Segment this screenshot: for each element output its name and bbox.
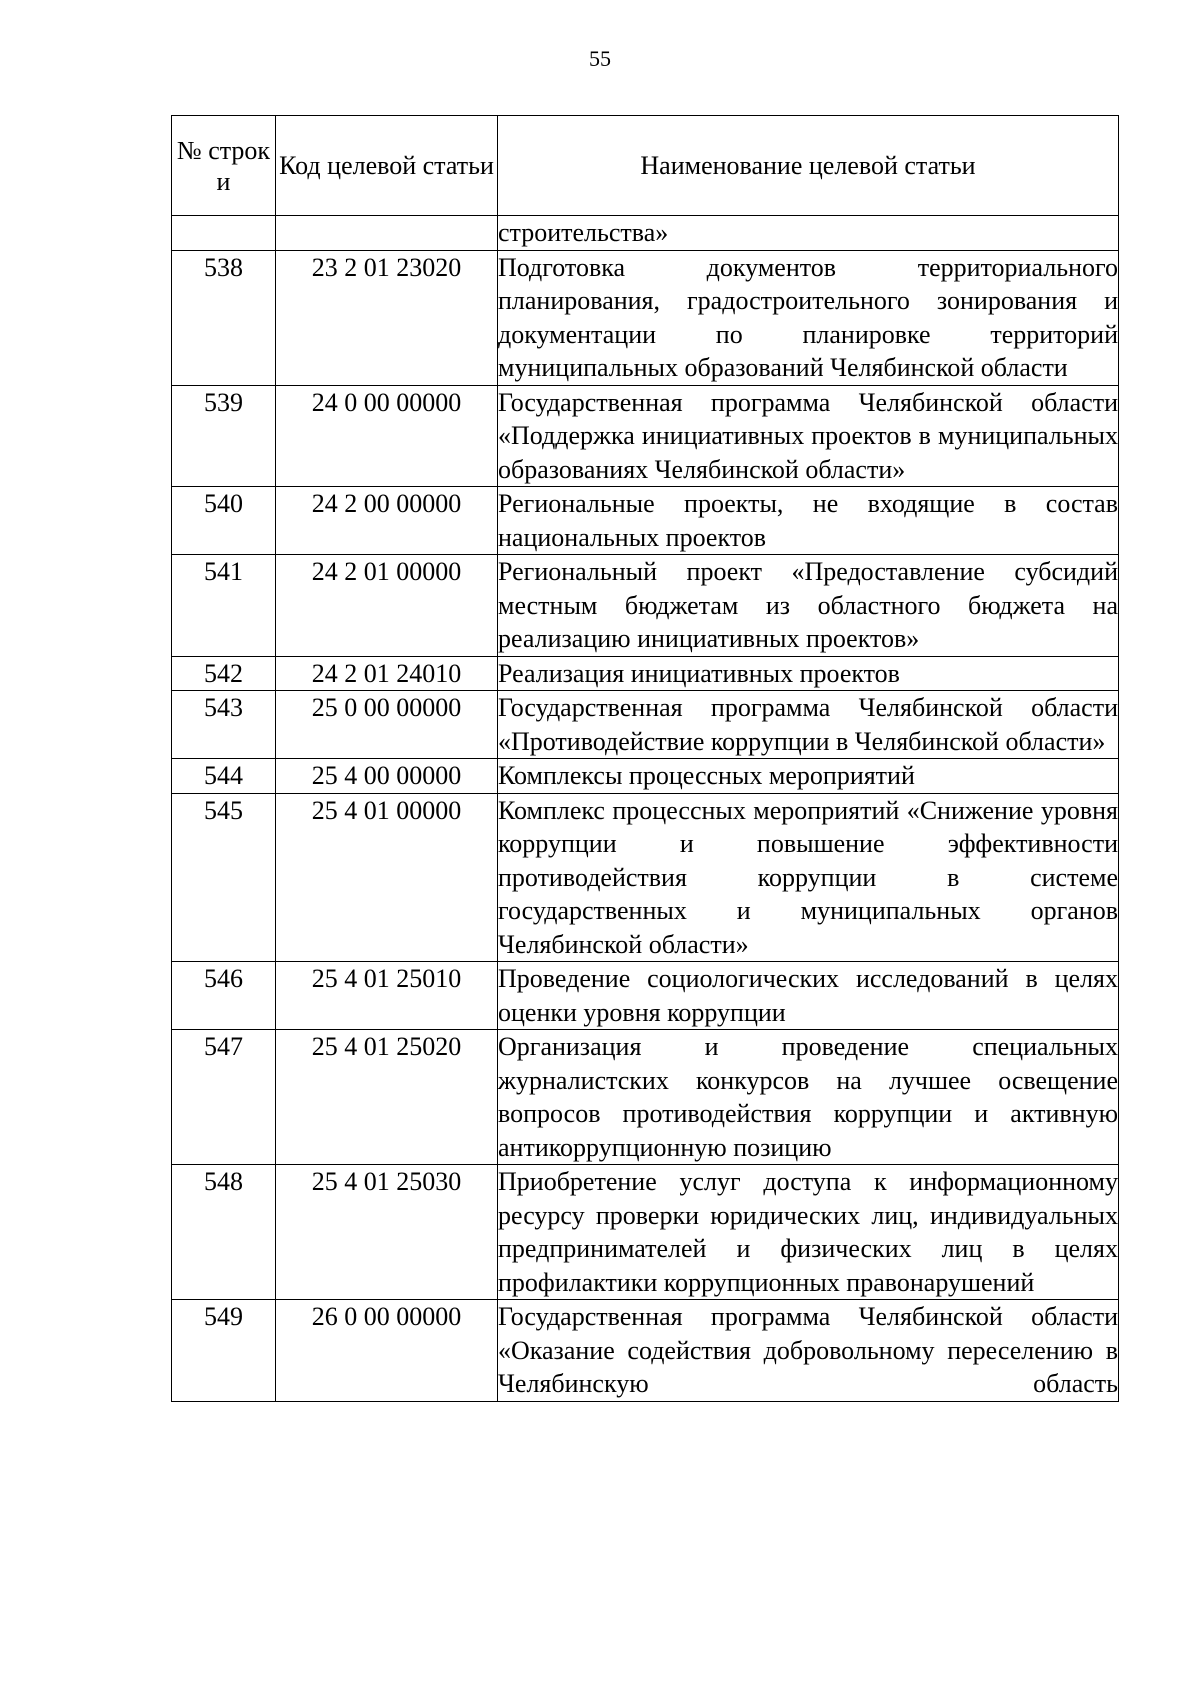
row-code-cell: 25 4 01 25020 [276, 1030, 498, 1165]
row-number-cell: 541 [172, 555, 276, 657]
row-number-cell: 542 [172, 656, 276, 691]
row-code-cell: 25 0 00 00000 [276, 691, 498, 759]
row-number-cell: 538 [172, 250, 276, 385]
row-name-cell: Государственная программа Челябинской области «Противодействие коррупции в Челябинской области» [498, 691, 1119, 759]
row-name-cell: Организация и проведение специальных журналистских конкурсов на лучшее освещение вопросов противодействия коррупции и активную антикоррупционную позицию [498, 1030, 1119, 1165]
row-name-cell: Государственная программа Челябинской области «Поддержка инициативных проектов в муниципальных образованиях Челябинской области» [498, 385, 1119, 487]
table-row [172, 1030, 1119, 1165]
row-code-cell: 24 0 00 00000 [276, 385, 498, 487]
row-code-cell: 25 4 01 25010 [276, 962, 498, 1030]
table-row [172, 385, 1119, 487]
row-name-cell: Комплексы процессных мероприятий [498, 759, 1119, 794]
row-name-cell: Проведение социологических исследований в целях оценки уровня коррупции [498, 962, 1119, 1030]
row-number-cell: 539 [172, 385, 276, 487]
row-number-cell: 545 [172, 793, 276, 962]
row-number-cell: 544 [172, 759, 276, 794]
row-code-cell: 23 2 01 23020 [276, 250, 498, 385]
table-body [172, 216, 1119, 1402]
row-number-cell: 547 [172, 1030, 276, 1165]
row-code-cell: 25 4 01 25030 [276, 1165, 498, 1300]
row-number-cell: 546 [172, 962, 276, 1030]
row-name-cell: строительства» [498, 216, 1119, 251]
row-number-cell: 540 [172, 487, 276, 555]
header-code: Код целевой статьи [276, 116, 498, 216]
row-number-cell: 543 [172, 691, 276, 759]
row-name-cell: Комплекс процессных мероприятий «Снижение уровня коррупции и повышение эффективности противодействия коррупции в системе государственных и муниципальных органов Челябинской области» [498, 793, 1119, 962]
row-name-cell: Региональные проекты, не входящие в состав национальных проектов [498, 487, 1119, 555]
row-number-cell [172, 216, 276, 251]
page-number: 55 [589, 46, 611, 71]
header-name: Наименование целевой статьи [498, 116, 1119, 216]
row-code-cell: 26 0 00 00000 [276, 1300, 498, 1402]
row-code-cell: 25 4 00 00000 [276, 759, 498, 794]
table-header-row [172, 116, 1119, 216]
row-code-cell: 24 2 00 00000 [276, 487, 498, 555]
row-number-cell: 549 [172, 1300, 276, 1402]
row-name-cell: Государственная программа Челябинской области «Оказание содействия добровольному переселению в Челябинскую область [498, 1300, 1119, 1402]
table-row [172, 691, 1119, 759]
table-row [172, 759, 1119, 794]
row-number-cell: 548 [172, 1165, 276, 1300]
table-row [172, 1300, 1119, 1402]
table-row [172, 216, 1119, 251]
table-row [172, 962, 1119, 1030]
row-name-cell: Региональный проект «Предоставление субсидий местным бюджетам из областного бюджета на реализацию инициативных проектов» [498, 555, 1119, 657]
row-code-cell: 25 4 01 00000 [276, 793, 498, 962]
row-code-cell: 24 2 01 00000 [276, 555, 498, 657]
target-articles-table [171, 115, 1119, 1402]
row-code-cell [276, 216, 498, 251]
table-row [172, 793, 1119, 962]
row-code-cell: 24 2 01 24010 [276, 656, 498, 691]
row-name-cell: Приобретение услуг доступа к информационному ресурсу проверки юридических лиц, индивидуальных предпринимателей и физических лиц в целях профилактики коррупционных правонарушений [498, 1165, 1119, 1300]
table-row [172, 555, 1119, 657]
row-name-cell: Реализация инициативных проектов [498, 656, 1119, 691]
row-name-cell: Подготовка документов территориального планирования, градостроительного зонирования и документации по планировке территорий муниципальных образований Челябинской области [498, 250, 1119, 385]
table-row [172, 487, 1119, 555]
table-row [172, 1165, 1119, 1300]
table-row [172, 250, 1119, 385]
table-row [172, 656, 1119, 691]
header-row-number: № строк и [172, 116, 276, 216]
